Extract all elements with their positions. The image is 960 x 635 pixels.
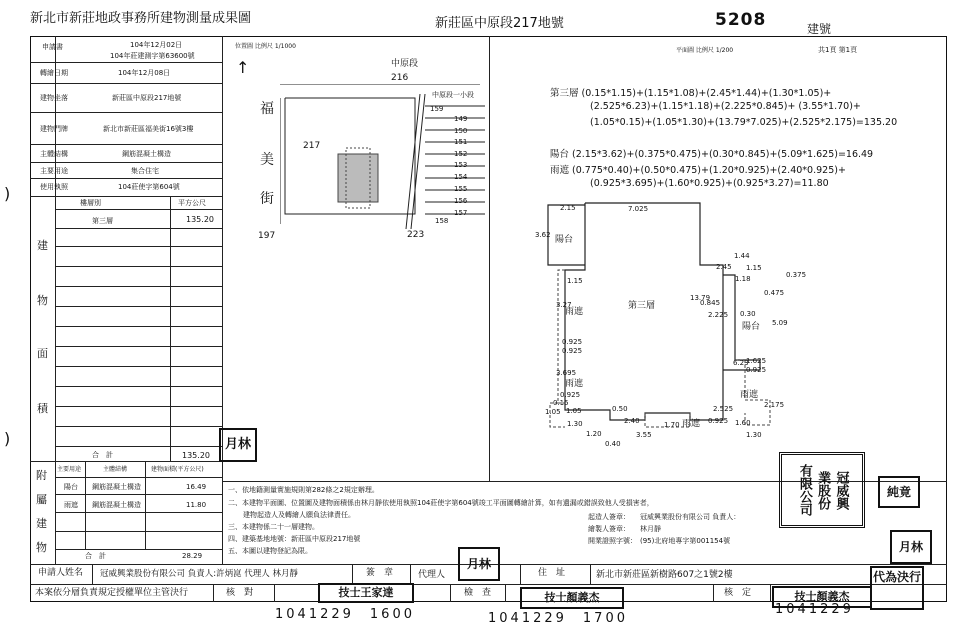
- representative-seal: 純竟: [878, 476, 920, 508]
- row-value-structure: 鋼筋混凝土構造: [122, 150, 171, 158]
- drafter-seal: 月林: [890, 530, 932, 564]
- room-canopy: 雨遮: [682, 419, 701, 429]
- location-title: 新莊區中原段217地號: [435, 16, 564, 31]
- check-label: 核 對: [226, 588, 254, 598]
- street-char: 福: [260, 101, 274, 117]
- agent-seal: 月林: [458, 547, 500, 581]
- license-label: 開業證照字號：: [588, 537, 637, 545]
- dim-label: 1.15: [567, 277, 583, 285]
- address-value: 新北市新莊區新樹路607之1號2樓: [596, 570, 733, 580]
- approver-stamp: 技士顏義杰: [772, 586, 872, 608]
- note-line: 四、建築基地地號：新莊區中原段217地號: [228, 535, 361, 543]
- builder-name: 冠威興業股份有限公司 負責人：: [640, 513, 741, 521]
- dim-label: 2.15: [560, 204, 576, 212]
- inspect-time: 1041229 1700: [488, 611, 628, 626]
- area-section-char: 面: [37, 347, 48, 360]
- area-row-floor: 第三層: [92, 217, 113, 225]
- row-label-license: 使用執照: [40, 183, 68, 191]
- dim-label: 2.45: [716, 263, 732, 271]
- formula-line: (0.925*3.695)+(1.60*0.925)+(0.925*3.27)=11.80: [590, 178, 829, 189]
- dim-label: 2.525: [713, 405, 734, 413]
- dim-label: 1.60: [735, 419, 751, 427]
- margin-mark: ): [4, 184, 11, 203]
- builder-label: 起造人簽章：: [588, 513, 630, 521]
- room-canopy: 雨遮: [565, 379, 584, 389]
- room-balcony: 陽台: [555, 235, 574, 245]
- applicant-label: 申請人姓名: [38, 568, 84, 578]
- agent-label: 代理人: [418, 570, 446, 580]
- annex-row-structure: 鋼筋混凝土構造: [92, 501, 141, 509]
- plan-scale-label: 平面圖 比例尺 1/200: [676, 47, 734, 54]
- subsection-name: 中原段一小段: [432, 91, 474, 99]
- dim-label: 0.375: [786, 271, 807, 279]
- row-value-transfer-date: 104年12月08日: [118, 69, 171, 77]
- dim-label: 0.925: [562, 338, 583, 346]
- license-number: (95)北府地專字第001154號: [640, 537, 731, 545]
- row-value-door-plate: 新北市新莊區福美街16號3樓: [103, 125, 194, 133]
- formula-line: (2.525*6.23)+(1.15*1.18)+(2.225*0.845)+ (3.55*1.70)+: [590, 101, 861, 112]
- drafter-signature: 月林: [219, 428, 257, 462]
- margin-mark: ): [4, 429, 11, 448]
- dim-label: 1.20: [586, 430, 602, 438]
- road-name: 中原段: [391, 59, 419, 69]
- room-canopy: 雨遮: [740, 390, 759, 400]
- note-line: 建物起造人及轉繪人願負法律責任。: [243, 511, 355, 519]
- annex-table: [55, 461, 223, 564]
- lot-right: 158: [435, 217, 449, 225]
- road-number: 216: [391, 73, 409, 83]
- doc-number: 5208: [715, 10, 767, 30]
- dim-label: 1.18: [735, 275, 751, 283]
- dim-label: 7.025: [628, 205, 649, 213]
- annex-header-use: 主要用途: [57, 466, 82, 473]
- street-char: 美: [260, 152, 274, 168]
- drafter-name: 林月靜: [640, 525, 661, 533]
- dim-label: 1.30: [746, 431, 762, 439]
- lot-right: 152: [454, 150, 468, 158]
- dim-label: 3.27: [556, 301, 572, 309]
- area-total-value: 135.20: [182, 451, 210, 460]
- dim-label: 1.05: [566, 407, 582, 415]
- annex-row-use: 陽台: [64, 483, 78, 491]
- dim-label: 3.695: [556, 369, 577, 377]
- document-title: 新北市新莊地政事務所建物測量成果圖: [30, 11, 252, 26]
- area-header-floor: 樓層別: [80, 199, 101, 207]
- lot-223: 223: [407, 230, 425, 240]
- drafter-label: 繪製人簽章：: [588, 525, 630, 533]
- lot-right: 156: [454, 197, 468, 205]
- lot-right: 149: [454, 115, 468, 123]
- inspector-stamp: 技士顏義杰: [520, 587, 624, 609]
- annex-row-structure: 鋼筋混凝土構造: [92, 483, 141, 491]
- dim-label: 0.50: [612, 405, 628, 413]
- check-time: 1041229 1600: [275, 607, 415, 622]
- row-label-application: 申請書: [42, 43, 63, 51]
- row-value-application-date: 104年12月02日: [130, 41, 183, 49]
- dim-label: 1.05: [545, 408, 561, 416]
- room-main-floor: 第三層: [628, 301, 656, 311]
- dim-label: 2.175: [764, 401, 785, 409]
- area-section-char: 物: [37, 294, 48, 307]
- lot-right: 159: [430, 105, 444, 113]
- north-arrow-icon: ↑: [236, 58, 250, 77]
- formula-line: 雨遮 (0.775*0.40)+(0.50*0.475)+(1.20*0.925)+(2.40*0.925)+: [550, 165, 846, 176]
- area-total-label: 合 計: [92, 451, 113, 459]
- row-label-main-use: 主要用途: [40, 167, 68, 175]
- formula-line: 第三層 (0.15*1.15)+(1.15*1.08)+(2.45*1.44)+(1.30*1.05)+: [550, 88, 832, 99]
- note-line: 一、依地籍測量實施規則第282條之2規定辦理。: [228, 486, 379, 494]
- dim-label: 0.30: [740, 310, 756, 318]
- formula-line: 陽台 (2.15*3.62)+(0.375*0.475)+(0.30*0.845)+(5.09*1.625)=16.49: [550, 149, 874, 160]
- dim-label: 13.79: [690, 294, 711, 302]
- dim-label: 3.62: [535, 231, 551, 239]
- room-canopy: 雨遮: [565, 307, 584, 317]
- area-table: [55, 196, 223, 461]
- annex-section-char: 物: [36, 541, 47, 554]
- company-seal: 有限公司 業股份 冠威興: [779, 452, 865, 528]
- dim-label: 0.925: [562, 347, 583, 355]
- approve-label: 核 定: [724, 588, 752, 598]
- dim-label: 1.30: [567, 420, 583, 428]
- seal-label: 簽 章: [366, 568, 394, 578]
- dim-label: 6.23: [733, 359, 749, 367]
- row-label-door-plate: 建物門牌: [40, 125, 68, 133]
- applicant-name: 冠威興業股份有限公司 負責人:許炳崑 代理人 林月靜: [100, 569, 298, 579]
- checker-stamp: 技士王家達: [318, 583, 414, 603]
- page-count: 共1頁 第1頁: [818, 46, 858, 54]
- dim-label: 1.70: [664, 421, 680, 429]
- lot-217: 217: [303, 141, 321, 151]
- dim-label: 0.40: [605, 440, 621, 448]
- row-value-main-use: 集合住宅: [131, 167, 159, 175]
- authority-note: 本案依分層負責規定授權單位主管決行: [35, 588, 189, 598]
- area-header-unit: 平方公尺: [178, 199, 206, 207]
- annex-total-label: 合 計: [85, 552, 106, 560]
- lot-right: 151: [454, 138, 468, 146]
- area-section-char: 建: [37, 239, 48, 252]
- lot-right: 157: [454, 209, 468, 217]
- lot-right: 150: [454, 127, 468, 135]
- dim-label: 0.15: [553, 399, 569, 407]
- annex-header-area: 建物面積(平方公尺): [151, 466, 204, 473]
- dim-label: 2.225: [708, 311, 729, 319]
- row-label-transfer-date: 轉繪日期: [40, 69, 68, 77]
- address-label: 住 址: [538, 568, 566, 578]
- dim-label: 0.925: [708, 417, 729, 425]
- dim-label: 0.475: [764, 289, 785, 297]
- proxy-decision-stamp: 代為決行: [870, 566, 924, 610]
- note-line: 二、本建物平面圖、位置圖及建物面積係由林月靜依使用執照104莊使字第604號竣工平面圖轉繪計算，如有遺漏或錯誤致他人受損害者，: [228, 499, 654, 507]
- annex-total-value: 28.29: [182, 552, 203, 560]
- room-balcony: 陽台: [742, 322, 761, 332]
- row-value-application-no: 104年莊建測字第63600號: [110, 52, 195, 60]
- lot-right: 154: [454, 173, 468, 181]
- lot-right: 153: [454, 161, 468, 169]
- lot-197: 197: [258, 231, 276, 241]
- inspect-label: 檢 查: [464, 588, 492, 598]
- annex-section-char: 建: [36, 517, 47, 530]
- site-map-label: 位置圖 比例尺 1/1000: [235, 43, 296, 50]
- annex-section-char: 屬: [36, 493, 47, 506]
- dim-label: 1.15: [746, 264, 762, 272]
- annex-section-char: 附: [36, 469, 47, 482]
- note-line: 五、本圖以建物登記為限。: [228, 547, 312, 555]
- row-label-structure: 主體結構: [40, 150, 68, 158]
- note-line: 三、本建物係二十一層建物。: [228, 523, 319, 531]
- dim-label: 0.845: [700, 299, 721, 307]
- dim-label: 5.09: [772, 319, 788, 327]
- annex-row-use: 雨遮: [64, 501, 78, 509]
- dim-label: 1.625: [746, 357, 767, 365]
- street-char: 街: [260, 191, 274, 207]
- dim-label: 0.925: [560, 391, 581, 399]
- annex-row-area: 11.80: [186, 501, 207, 509]
- row-value-building-site: 新莊區中原段217地號: [112, 94, 182, 102]
- building-no-label: 建號: [807, 22, 832, 36]
- dim-label: 3.55: [636, 431, 652, 439]
- dim-label: 0.925: [746, 366, 767, 374]
- area-row-value: 135.20: [186, 215, 214, 224]
- dim-label: 2.40: [624, 417, 640, 425]
- lot-right: 155: [454, 185, 468, 193]
- annex-header-structure: 主體結構: [103, 466, 128, 473]
- approve-time: 1041229: [775, 602, 854, 617]
- formula-line: (1.05*0.15)+(1.05*1.30)+(13.79*7.025)+(2.525*2.175)=135.20: [590, 117, 898, 128]
- row-value-license: 104莊使字第604號: [118, 183, 180, 191]
- row-label-building-site: 建物坐落: [40, 94, 68, 102]
- area-section-char: 積: [37, 402, 48, 415]
- annex-row-area: 16.49: [186, 483, 207, 491]
- dim-label: 1.44: [734, 252, 750, 260]
